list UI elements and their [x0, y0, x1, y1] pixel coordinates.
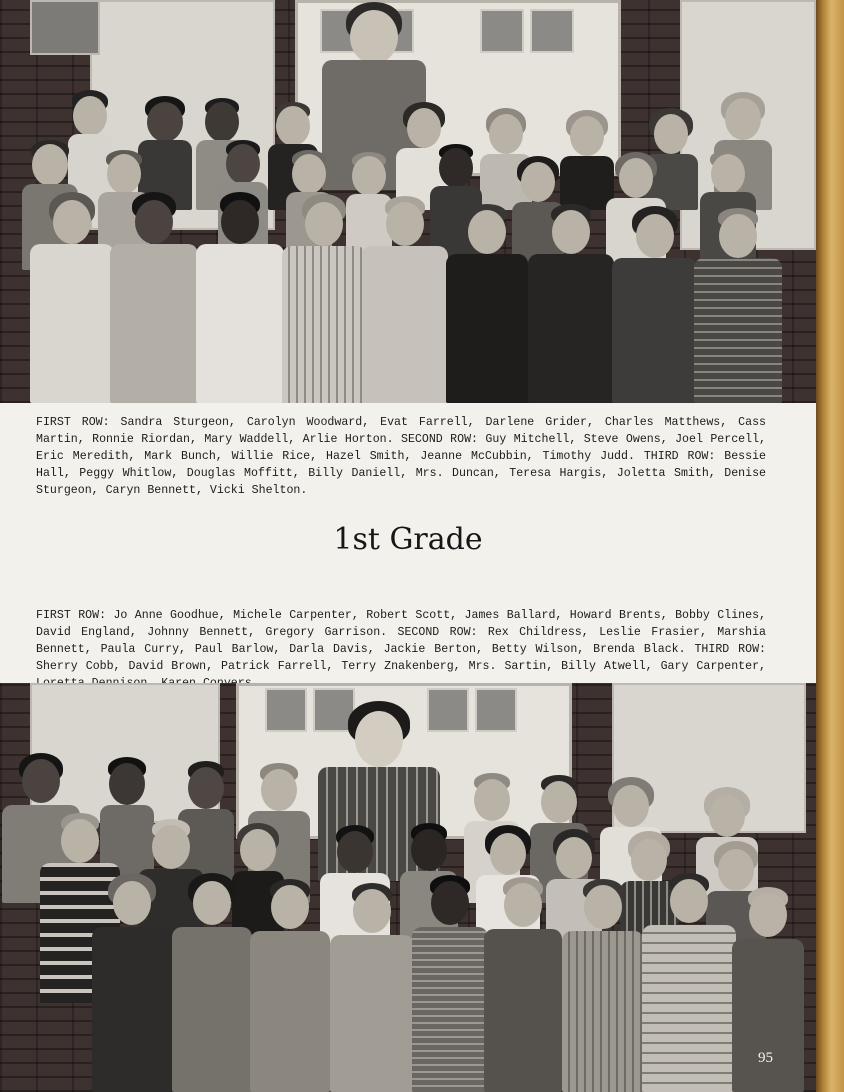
page-number: 95 — [758, 1050, 773, 1066]
caption-bottom: FIRST ROW: Jo Anne Goodhue, Michele Carpenter, Robert Scott, James Ballard, Howard Brents, Bobby Clines, David England, Johnny Bennett, Gregory Garrison. SECOND ROW: Rex Childress, Leslie Frasier, Marshia Bennett, Paula Curry, Paul Barlow, Darla Davis, Jackie Berton, Betty Wilson, Brenda Black. THIRD ROW: Sherry Cobb, David Brown, Patrick Farrell, Terry Znakenberg, Mrs. Sartin, Billy Atwell, Gary Carpenter, — [36, 609, 766, 673]
section-title: 1st Grade — [333, 522, 483, 557]
book-edge — [816, 0, 844, 1092]
window-left — [30, 0, 100, 55]
photo-row-front — [0, 192, 816, 403]
class-photo-bottom — [0, 683, 816, 1092]
caption-top: FIRST ROW: Sandra Sturgeon, Carolyn Woodward, Evat Farrell, Darlene Grider, Charles Matthews, Cass Martin, Ronnie Riordan, Mary Waddell, Arlie Horton. SECOND ROW: Guy Mitchell, Steve Owens, Joel Percell, Eric Meredith, Mark Bunch, Willie Rice, Hazel Smith, Jeanne McCubbin, Timothy Judd. THIRD ROW: Bessie Hall, Peggy Whitlow, Douglas Moffitt, Billy Daniell, Mrs. Duncan, Teresa Hargis, Joletta Smith, Denise Sturgeon, Caryn Bennett, Vicki Shelton. — [36, 416, 766, 497]
photo-row-front — [0, 873, 816, 1092]
class-photo-top — [0, 0, 816, 403]
